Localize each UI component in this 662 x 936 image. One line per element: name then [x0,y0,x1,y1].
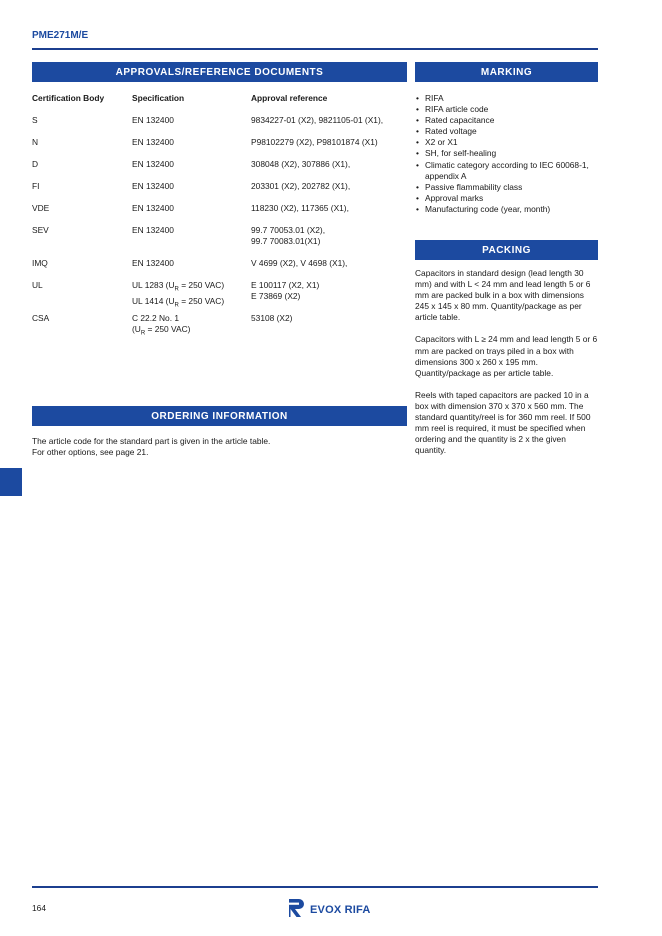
column-header-certification-body: Certification Body [32,93,105,103]
header-divider [32,48,598,50]
approvals-table-header [32,93,407,115]
spec-line: EN 132400 [132,258,174,268]
list-item: • Passive flammability class [416,182,598,193]
table-row [32,159,407,181]
reference-line: 99.7 70053.01 (X2), [251,225,326,235]
cell-certification-body: UL [32,280,43,290]
reference-line: P98102279 (X2), P98101874 (X1) [251,137,378,147]
cell-certification-body: SEV [32,225,49,235]
list-item: • Rated voltage [416,126,598,137]
list-item: • Climatic category according to IEC 60068-1, appendix A [416,160,598,182]
ordering-section-title: ORDERING INFORMATION [32,406,407,426]
cell-certification-body: CSA [32,313,50,323]
cell-certification-body: D [32,159,39,169]
reference-line: 99.7 70083.01(X1) [251,236,321,246]
cell-specification [132,203,251,225]
table-row [32,203,407,225]
spec-line: UL 1414 ($U_R = 250$ VAC) [132,295,225,309]
reference-line: E 73869 (X2) [251,291,301,301]
list-item: • Manufacturing code (year, month) [416,204,598,215]
cell-approval-reference [251,313,407,346]
table-row [32,137,407,159]
page-number: 164 [32,903,46,913]
spec-line: EN 132400 [132,159,174,169]
approvals-table-body [32,115,407,346]
brand-name: EVOX RIFA [310,904,371,916]
brand-logo [288,899,370,921]
cell-certification-body: S [32,115,38,125]
reference-line: E 100117 (X2, X1) [251,280,320,290]
packing-paragraph: Reels with taped capacitors are packed 10 in a box with dimension 370 x 370 x 560 mm. The standard quantity/reel is for 360 mm reel. If 500 mm reel is required, it must be specified when ordering and the quantity is 2 x the given quantity. [415,389,591,456]
ordering-line: The article code for the standard part is given in the article table. [32,436,271,446]
document-id: PME271M/E [32,30,89,41]
cell-specification [132,225,251,258]
list-item: • RIFA article code [416,104,598,115]
cell-specification [132,181,251,203]
list-item: • Rated capacitance [416,115,598,126]
cell-approval-reference [251,115,407,137]
table-row [32,280,407,313]
list-item: • X2 or X1 [416,137,598,148]
spec-line: ($U_R = 250$ VAC) [132,324,191,337]
cell-specification [132,313,251,346]
cell-certification-body: IMQ [32,258,48,268]
reference-line: 9834227-01 (X2), 9821105-01 (X1), [251,115,384,125]
list-item: • Approval marks [416,193,598,204]
cell-specification [132,280,251,313]
reference-line: 203301 (X2), 202782 (X1), [251,181,351,191]
cell-approval-reference [251,159,407,181]
reference-line: 53108 (X2) [251,313,293,323]
spec-line: EN 132400 [132,225,174,235]
table-row [32,181,407,203]
cell-certification-body: VDE [32,203,50,213]
packing-paragraph: Capacitors with L ≥ 24 mm and lead length 5 or 6 mm are packed on trays piled in a box with dimensions 300 x 260 x 195 mm. Quantity/package as per article table. [415,334,598,378]
table-row [32,258,407,280]
footer-divider [32,886,598,888]
marking-list [416,93,598,215]
cell-approval-reference [251,258,407,280]
cell-certification-body: N [32,137,39,147]
approvals-section-title: APPROVALS/REFERENCE DOCUMENTS [32,62,407,82]
reference-line: V 4699 (X2), V 4698 (X1), [251,258,348,268]
cell-specification [132,258,251,280]
spec-line: EN 132400 [132,115,174,125]
reference-line: 308048 (X2), 307886 (X1), [251,159,351,169]
packing-section-title: PACKING [415,240,598,260]
cell-approval-reference [251,137,407,159]
ordering-line: For other options, see page 21. [32,447,149,458]
cell-approval-reference [251,280,407,313]
list-item: • RIFA [416,93,598,104]
evox-rifa-logo-icon [288,898,306,923]
cell-certification-body: FI [32,181,40,191]
table-row [32,115,407,137]
spec-line: EN 132400 [132,181,174,191]
table-row [32,313,407,346]
column-header-specification: Specification [132,93,185,103]
section-side-tab [0,468,22,496]
list-item: • SH, for self-healing [416,148,598,159]
spec-line: EN 132400 [132,203,174,213]
marking-section-title: MARKING [415,62,598,82]
reference-line: 118230 (X2), 117365 (X1), [251,203,349,213]
approvals-table [32,93,407,346]
cell-approval-reference [251,181,407,203]
spec-line: C 22.2 No. 1 [132,313,180,323]
column-header-approval-reference: Approval reference [251,93,328,103]
spec-line: UL 1283 ($U_R = 250$ VAC) [132,280,225,293]
cell-specification [132,115,251,137]
cell-specification [132,159,251,181]
cell-specification [132,137,251,159]
table-row [32,225,407,258]
packing-text [415,268,599,467]
packing-paragraph: Capacitors in standard design (lead length 30 mm) and with L < 24 mm and lead length 5 or 6 mm are packed bulk in a box with dimensions 245 x 145 x 80 mm. Quantity/package as per article table. [415,268,591,323]
cell-approval-reference [251,203,407,225]
cell-approval-reference [251,225,407,258]
ordering-text [32,436,407,458]
spec-line: EN 132400 [132,137,174,147]
